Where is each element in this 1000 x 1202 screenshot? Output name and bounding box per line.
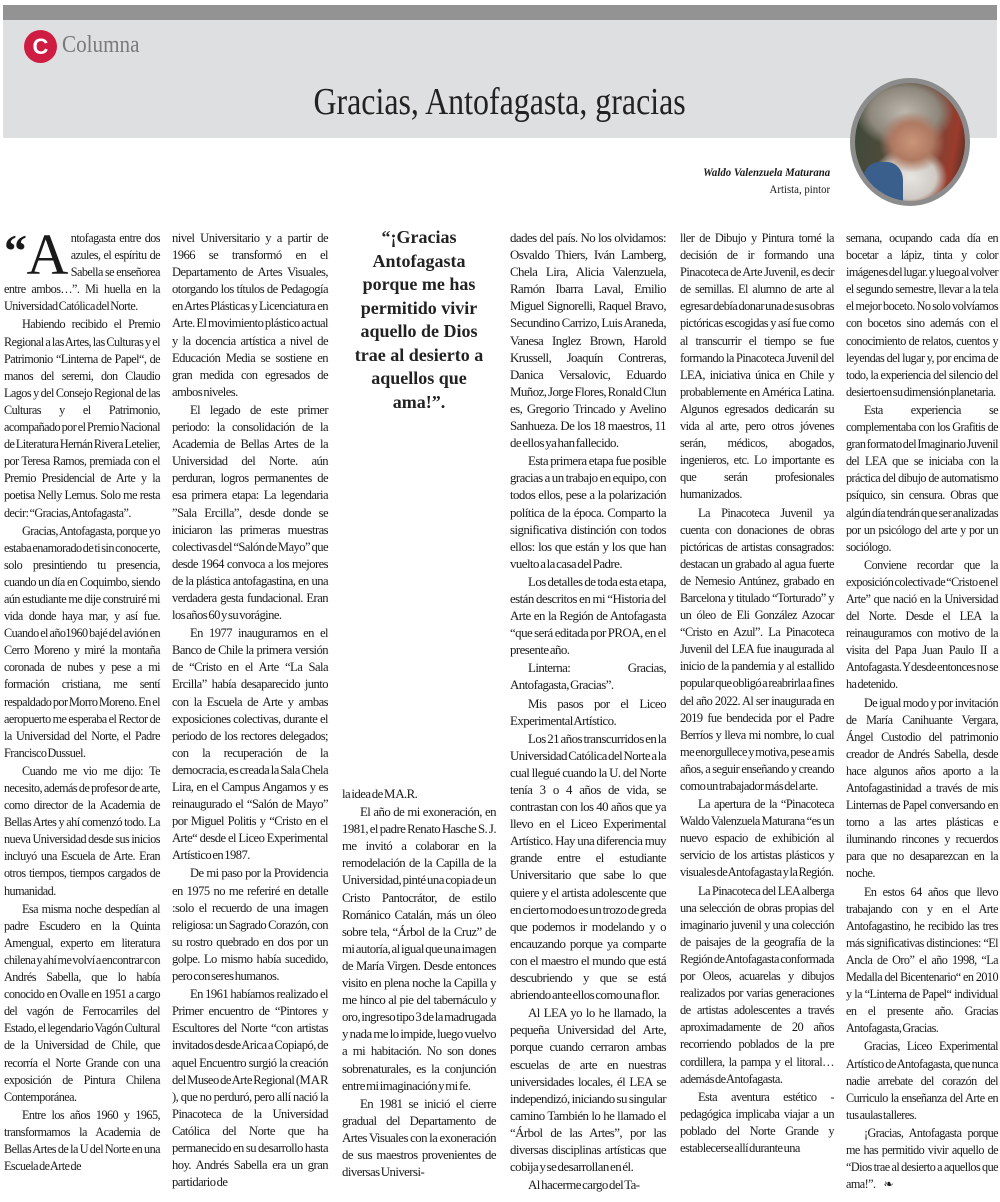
paragraph-text: El legado de este primer periodo: la consolidación de la Academia de Bellas Artes de la Universidad del Norte. aún perduran, logros permanentes de esa primera etapa: La legendaria ”Sala Ercilla”, desde donde se iniciaron las primeras muestras colectivas del “Salón de Mayo” que desde 1964 convoca a los mejores de la plástica antofagastina, en una verdadera gesta fundacional. Eran los años 60 y su vorágine. xyxy=(172,402,328,623)
article-paragraph xyxy=(846,230,998,401)
paragraph-text: En 1981 se inició el cierre gradual del Departamento de Artes Visuales con la exoneración de sus maestros provenientes de diversas Universi- xyxy=(342,1096,496,1180)
article-title xyxy=(0,80,1000,124)
article-paragraph xyxy=(680,505,834,796)
paragraph-text: El año de mi exoneración, en 1981, el padre Renato Hasche S. J. me invitó a colaborar en la remodelación de la Capilla de la Universidad, pinté una copia de un Cristo Pantocrátor, de estilo Románico Catalán, más un óleo sobre tela, “Árbol de la Cruz” de mi autoría, al igual que una imagen de María Virgen. Desde entonces visito en plena noche la Capilla y me hinco al pie del tabernáculo y oro, ingreso tipo 3 de la madrugada y nada me lo impide, luego vuelvo a mi habitación. No son dones sobrenaturales, es la conjunción entre mi imaginación y mi fe. xyxy=(342,805,496,1093)
article-paragraph xyxy=(4,901,160,1106)
paragraph-text: Entre los años 1960 y 1965, transformamos la Academia de Bellas Artes de la U del Norte en una Escuela de Arte de xyxy=(4,1107,160,1174)
article-paragraph xyxy=(172,986,328,1191)
article-paragraph xyxy=(680,883,834,1088)
paragraph-text: ¡Gracias, Antofagasta porque me has permitido vivir aquello de “Dios trae al desierto a aquellos que ama!”. xyxy=(846,1125,998,1192)
drop-cap: A xyxy=(26,222,68,287)
paragraph-text: la idea de M A.R. xyxy=(342,787,418,801)
paragraph-text: Los detalles de toda esta etapa, están descritos en mi “Historia del Arte en la Región de Antofagasta “que será editada por PROA, en el presente año. xyxy=(510,574,666,658)
article-paragraph xyxy=(680,796,834,881)
paragraph-text: Mis pasos por el Liceo Experimental Artístico. xyxy=(510,696,666,728)
article-paragraph xyxy=(680,230,834,504)
article-paragraph xyxy=(510,731,666,1005)
article-paragraph xyxy=(846,402,998,556)
article-paragraph xyxy=(510,696,666,730)
article-paragraph xyxy=(172,625,328,864)
byline xyxy=(689,164,830,198)
author-photo xyxy=(850,78,970,206)
end-mark-icon: ❧ xyxy=(883,1177,894,1192)
paragraph-text: La apertura de la “Pinacoteca Waldo Valenzuela Maturana “es un nuevo espacio de exhibición al servicio de los artistas plásticos y visuales de Antofagasta y la Región. xyxy=(680,797,834,880)
article-paragraph xyxy=(172,230,328,401)
article-paragraph xyxy=(4,763,160,900)
article-paragraph xyxy=(846,884,998,1038)
article-paragraph xyxy=(846,1125,998,1193)
article-paragraph xyxy=(846,1038,998,1123)
paragraph-text: Gracias, Antofagasta, porque yo estaba enamorado de ti sin conocerte, solo presintiendo tu presencia, cuando un día en Coquimbo, siendo aún estudiante me dije construiré mi vida donde haya mar, y así fue. Cuando el año1960 bajé del avión en Cerro Moreno y miré la montaña coronada de nubes y pese a mi formación cristiana, me sentí respaldado por Morro Moreno. En el aeropuerto me esperaba el Rector de la Universidad del Norte, el Padre Francisco Dussuel. xyxy=(4,523,160,760)
article-paragraph xyxy=(172,865,328,985)
paragraph-text: Al hacerme cargo del Ta- xyxy=(528,1178,640,1193)
article-column-2 xyxy=(172,230,328,1192)
article-paragraph xyxy=(846,695,998,883)
paragraph-text: Esa misma noche despedían al padre Escudero en la Quinta Amengual, experto em literatura chilena y ahí me volví a encontrar con Andrés Sabella, que lo había conocido en Ovalle en 1951 a cargo del vagón de Ferrocarriles del Estado, el legendario Vagón Cultural de la Universidad de Chile, que recorría el Norte Grande con una exposición de Pintura Chilena Contemporánea. xyxy=(4,901,160,1104)
paragraph-text: Al LEA yo lo he llamado, la pequeña Universidad del Arte, porque cuando cerraron ambas escuelas de arte en nuestras universidades locales, él LEA se independizó, iniciando su singular camino También lo he llamado el “Árbol de las Artes”, por las diversas disciplinas artísticas que cobija y se desarrollan en él. xyxy=(510,1006,666,1175)
open-quote-mark: “ xyxy=(4,225,27,276)
article-paragraph xyxy=(4,1107,160,1175)
article-paragraph xyxy=(510,1005,666,1176)
paragraph-text: Los 21 años transcurridos en la Universidad Católica del Norte a la cual llegué cuando la U. del Norte tenía 3 o 4 años de vida, se contrastan con los 40 años que ya llevo en el Liceo Experimental Artístico. Hay una diferencia muy grande entre el estudiante Universitario que sabe lo que quiere y el artista adolescente que en cierto modo es un trozo de greda que podemos ir modelando y o encauzando porque ya comparte con el maestro el mundo que está descubriendo y que se está abriendo ante ellos como una flor. xyxy=(510,731,666,1003)
paragraph-text: dades del país. No los olvidamos: Osvaldo Thiers, Iván Lamberg, Chela Lira, Alicia Valenzuela, Ramón Ibarra Laval, Emilio Miguel Signorelli, Raquel Bravo, Secundino Carrizo, Luis Araneda, Vanesa Inglez Brown, Harold Krussell, Joaquín Contreras, Danica Versalovic, Eduardo Muñoz, Jorge Flores, Ronald Clun es, Gregorio Trincado y Avelino Sanhueza. De los 18 maestros, 11 de ellos ya han fallecido. xyxy=(510,231,666,451)
paragraph-text: De mi paso por la Providencia en 1975 no me referiré en detalle :solo el recuerdo de una imagen religiosa: un Sagrado Corazón, con su rostro quebrado en dos por un golpe. Lo mismo había sucedido, pero con seres humanos. xyxy=(172,866,328,984)
article-column-5 xyxy=(680,230,834,1158)
article-paragraph xyxy=(510,660,666,694)
paragraph-text: Esta primera etapa fue posible gracias a un trabajo en equipo, con todos ellos, pese a la polarización política de la época. Comparto la significativa distinción con todos ellos: los que están y los que han vuelto a la casa del Padre. xyxy=(510,454,666,571)
lead-text: ntofagasta entre dos azules, el espíritu de Sabella se enseñorea entre ambos…”. Mi huella en la Universidad Católica del Norte. xyxy=(4,231,160,314)
author-name: Waldo Valenzuela Maturana xyxy=(702,165,830,179)
article-paragraph xyxy=(342,786,496,803)
article-title-text: Gracias, Antofagasta, gracias xyxy=(313,81,687,123)
article-column-1 xyxy=(4,222,160,1176)
paragraph-text: Conviene recordar que la exposición colectiva de “Cristo en el Arte” que nació en la Universidad del Norte. Desde el LEA la reinauguramos con motivo de la visita del Papa Juan Paulo II a Antofagasta. Y desde entonces no se ha detenido. xyxy=(846,557,998,692)
paragraph-text: La Pinacoteca Juvenil ya cuenta con donaciones de obras pictóricas de artistas consagrados: destacan un grabado al agua fuerte de Nemesio Antúnez, grabado en Barcelona y titulado “Torturado” y un óleo de Eli González Azocar “Cristo en Azul”. La Pinacoteca Juvenil del LEA fue inaugurada al inicio de la pandemia y al estallido popular que obligó a reabrirla a fines del año 2022. Al ser inaugurada en 2019 fue bendecida por el Padre Berríos y lleva mi nombre, lo cual me enorgullece y motiva, pese a mis años, a seguir enseñando y creando como un trabajador más del arte. xyxy=(680,505,834,793)
paragraph-text: semana, ocupando cada día en bocetar a lápiz, tinta y color imágenes del lugar. y luego al volver el segundo semestre, llevar a la tela el mejor boceto. No solo volvíamos con bocetos sino además con el conocimiento de relatos, cuentos y leyendas del lugar y, por encima de todo, la experiencia del silencio del desierto en su dimensión planetaria. xyxy=(846,231,998,399)
author-photo-shirt xyxy=(863,162,903,206)
column-logo-icon: C xyxy=(24,30,57,63)
paragraph-text: ller de Dibujo y Pintura tomé la decisión de ir formando una Pinacoteca de Arte Juvenil, es decir de semillas. El alumno de arte al egresar debía donar una de sus obras pictóricas escogidas y así fue como al transcurrir el tiempo se fue formando la Pinacoteca Juvenil del LEA, iniciativa única en Chile y probablemente en América Latina. Algunos egresados dedicarán su vida al arte, pero otros jóvenes serán, médicos, abogados, ingenieros, etc. Lo importante es que serán profesionales humanizados. xyxy=(680,231,834,502)
article-paragraph xyxy=(4,316,160,521)
paragraph-text: Linterna: Gracias, Antofagasta, Gracias”. xyxy=(510,661,666,693)
paragraph-text: Esta experiencia se complementaba con los Grafitis de gran formato del Imaginario Juvenil del LEA que se iniciaba con la práctica del dibujo de automatismo psíquico, sin censura. Obras que algún día tendrán que ser analizadas por un psicólogo del arte y por un sociólogo. xyxy=(846,402,998,554)
article-paragraph xyxy=(342,1096,496,1181)
article-paragraph xyxy=(4,523,160,762)
article-paragraph xyxy=(846,557,998,694)
paragraph-text: Esta aventura estético - pedagógica implicaba viajar a un poblado del Norte Grande y establecerse allí durante una xyxy=(680,1089,834,1155)
paragraph-text: De igual modo y por invitación de María Canihuante Vergara, Ángel Custodio del patrimonio creador de Andrés Sabella, desde hace algunos años aporto a la Antofagastinidad a través de mis Linternas de Papel conversando en torno a las artes plásticas e iluminando rincones y recuerdos para que no desaparezcan en la noche. xyxy=(846,695,998,881)
article-column-4 xyxy=(510,230,666,1195)
paragraph-text: Gracias, Liceo Experimental Artístico de Antofagasta, que nunca nadie arrebate del corazón del Curriculo la enseñanza del Arte en tus aulas talleres. xyxy=(846,1039,998,1122)
header-top-bar xyxy=(3,5,997,20)
article-paragraph xyxy=(680,1089,834,1157)
section-label: Columna xyxy=(62,32,140,58)
article-paragraph xyxy=(510,1177,666,1194)
paragraph-text: En estos 64 años que llevo trabajando con y en el Arte Antofagastino, he recibido las tres más significativas distinciones: “El Ancla de Oro” el año 1998, “La Medalla del Bicentenario“ en 2010 y la “Linterna de Papel“ individual en el presente año. Gracias Antofagasta, Gracias. xyxy=(846,884,998,1036)
article-column-6 xyxy=(846,230,998,1194)
paragraph-text: Cuando me vio me dijo: Te necesito, además de profesor de arte, como director de la Academia de Bellas Artes y ahí comenzó todo. La nueva Universidad desde sus inicios incluyó una Escuela de Arte. Eran otros tiempos, tiempos cargados de humanidad. xyxy=(4,763,160,898)
paragraph-text: nivel Universitario y a partir de 1966 se transformó en el Departamento de Artes Visuales, otorgando los títulos de Pedagogía en Artes Plásticas y Licenciatura en Arte. El movimiento plástico actual y la docencia artística a nivel de Educación Media se sostiene en gran medida con egresados de ambos niveles. xyxy=(172,231,328,399)
author-role: Artista, pintor xyxy=(769,182,830,196)
article-paragraph xyxy=(510,574,666,659)
article-paragraph xyxy=(510,230,666,452)
article-paragraph xyxy=(510,453,666,573)
paragraph-text: En 1977 inauguramos en el Banco de Chile la primera versión de “Cristo en el Arte “La Sala Ercilla” había desaparecido junto con la Escuela de Arte y ambas exposiciones colectivas, durante el periodo de los rectores delegados; con la recuperación de la democracia, es creada la Sala Chela Lira, en el Campus Angamos y es reinaugurado el “Salón de Mayo” por Miguel Politis y “Cristo en el Arte“ desde el Liceo Experimental Artístico en 1987. xyxy=(172,626,328,863)
paragraph-text: Habiendo recibido el Premio Regional a las Artes, las Culturas y el Patrimonio “Linterna de Papel“, de manos del seremi, don Claudio Lagos y del Consejo Regional de las Culturas y el Patrimonio, acompañado por el Premio Nacional de Literatura Hernán Rivera Letelier, por Teresa Ramos, premiada con el Premio Presidencial de Arte y la poetisa Nelly Lemus. Solo me resta decir: “Gracias, Antofagasta”. xyxy=(4,317,160,520)
article-column-3 xyxy=(342,786,496,1182)
paragraph-text: En 1961 habíamos realizado el Primer encuentro de “Pintores y Escultores del Norte “con artistas invitados desde Arica a Copiapó, de aquel Encuentro surgió la creación del Museo de Arte Regional (M A R ), que no perduró, pero allí nació la Pinacoteca de la Universidad Católica del Norte que ha permanecido en su desarrollo hasta hoy. Andrés Sabella era un gran partidario de xyxy=(172,987,328,1190)
paragraph-text: La Pinacoteca del LEA alberga una selección de obras propias del imaginario juvenil y una colección de paisajes de la geografía de la Región de Antofagasta conformada por Oleos, acuarelas y dibujos realizados por varias generaciones de artistas adolescentes a través aproximadamente de 20 años recorriendo poblados de la pre cordillera, la pampa y el litoral…además de Antofagasta. xyxy=(680,883,834,1086)
article-paragraph xyxy=(172,402,328,624)
pull-quote: “¡Gracias Antofagasta porque me has permitido vivir aquello de Dios trae al desierto a aquellos que ama!”. xyxy=(354,227,484,412)
article-paragraph xyxy=(342,804,496,1095)
lead-paragraph xyxy=(4,222,160,315)
